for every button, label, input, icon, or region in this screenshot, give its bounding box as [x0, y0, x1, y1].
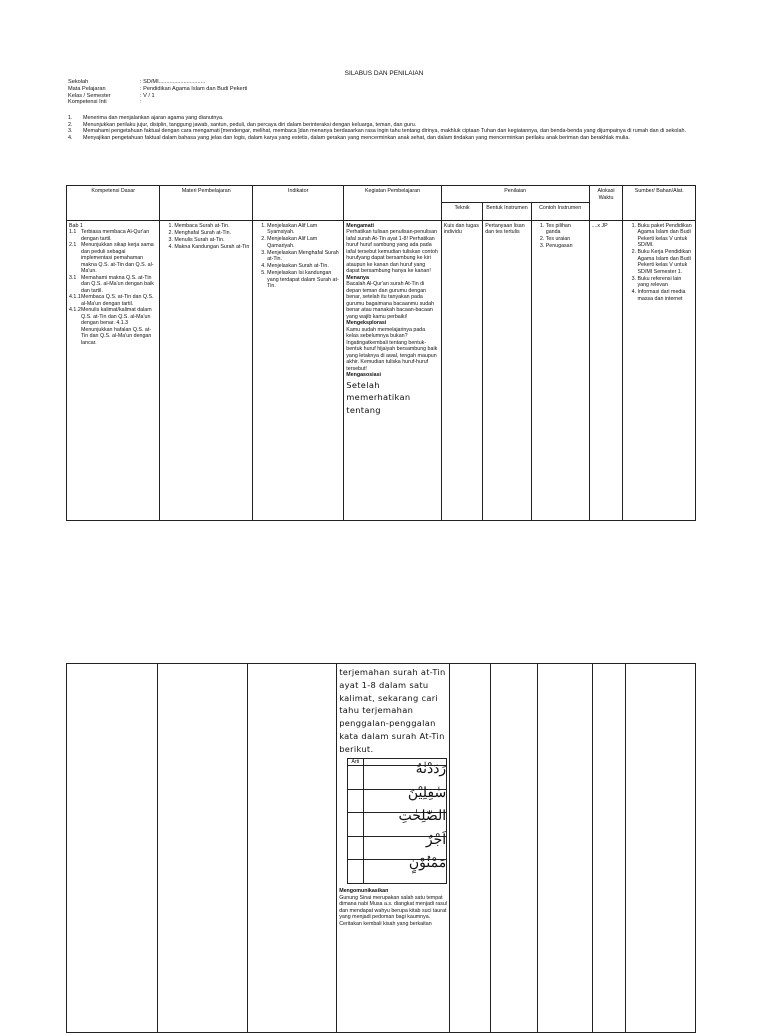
- identity-value: : SD/MI..............................: [140, 79, 206, 85]
- ki-number: 3.: [68, 128, 73, 135]
- header-contoh: Contoh Instrumen: [531, 203, 589, 220]
- ki-item: [68, 135, 708, 142]
- cell-kegiatan: [344, 220, 442, 520]
- kd-text: Menulis kalimat/kalimat dalam Q.S. at-Tin dan Q.S. al-Ma'un dengan benar. 4.1.3 Menunjukkan hafalan Q.S. at-Tin dan Q.S. al-Ma'un dengan lancar.: [81, 307, 152, 346]
- activity-heading: Mengeksplorasi: [346, 320, 387, 327]
- kd-number: 3.1: [69, 274, 77, 281]
- list-item: 4. Makna Kandungan Surah at-Tin: [174, 244, 250, 251]
- cell-bentuk: Pertanyaan lisan dan tes tertulis: [483, 220, 532, 520]
- activity-text: Gunung Sinai merupakan salah satu tempat dimana nabi Musa a.s. diangkat menjadi rasul dan mendapat wahyu berupa kitab suci taurat yang menjadi pedoman bagi kaumnya. Ceritakan kembali kisah yang berkaitan: [339, 894, 447, 927]
- kd-number: 4.1.2: [69, 307, 81, 314]
- identity-key: Kelas / Semester: [68, 92, 111, 99]
- list-item: 4. Informasi dari media massa dan internet: [637, 289, 693, 302]
- list-item: 2. Menjelaskan Alif Lam Qamariyah.: [267, 236, 341, 249]
- cell-materi: [160, 220, 253, 520]
- list-item: 1. Buku paket Pendidikan Agama Islam dan Budi Pekerti kelas V untuk SD/MI.: [637, 223, 693, 249]
- cell-contoh: [537, 664, 592, 1033]
- kd-item: [69, 307, 157, 346]
- cell-indikator: [253, 220, 344, 520]
- identity-key: Mata Pelajaran: [68, 85, 106, 92]
- activity-heading: Menanya: [346, 274, 369, 281]
- activity-heading: Mengasosiasi: [346, 372, 382, 379]
- header-bentuk: Bentuk Instrumen: [483, 203, 532, 220]
- list-item: 3. Menulis Surah at-Tin.: [174, 237, 250, 244]
- kd-chapter: Bab 1: [69, 222, 83, 229]
- header-materi: Materi Pembelajaran: [160, 186, 253, 221]
- list-item: 1. Menjelaskan Alif Lam Syamsiyah.: [267, 223, 341, 236]
- kd-item: [69, 294, 157, 307]
- cell-kompetensi-dasar: [67, 220, 160, 520]
- kd-item: [69, 242, 157, 275]
- activity-text: terjemahan surah at-Tin ayat 1-8 dalam satu kalimat, sekarang cari tahu terjemahan penggalan-penggalan kata dalam surah At-Tin berikut.: [339, 667, 446, 754]
- contoh-list: [534, 223, 587, 250]
- list-item: 2. Buku Kerja Pendidikan Agama Islam dan Budi Pekerti kelas V untuk SD/MI Semester 1.: [637, 249, 693, 275]
- cell-sumber: [625, 664, 695, 1033]
- identity-value: :: [140, 99, 142, 106]
- cell-indikator: [248, 664, 337, 1033]
- identity-row: [68, 93, 708, 100]
- kd-text: Memahami makna Q.S. at-Tin dan Q.S. al-Ma'un dengan baik dan tartil.: [81, 274, 154, 294]
- ki-text: Menerima dan menjalankan ajaran agama yang dianutnya.: [83, 115, 224, 121]
- ki-text: Menunjukkan perilaku jujur, disiplin, tanggung jawab, santun, peduli, dan percaya diri dalam berinteraksi dengan keluarga, teman, dan guru.: [83, 121, 417, 128]
- list-item: 1. Membaca Surah at-Tin.: [174, 223, 250, 230]
- sumber-list: [625, 223, 693, 303]
- kd-item: [69, 275, 157, 295]
- ki-number: 1.: [68, 115, 73, 121]
- translation-header: Arti: [348, 758, 363, 766]
- ki-item: [68, 122, 708, 129]
- identity-block: [68, 79, 708, 106]
- kd-text: Membaca Q.S. at-Tin dan Q.S. al-Ma'un dengan tartil.: [81, 294, 154, 307]
- table-header-row: [67, 186, 696, 203]
- arabic-word: سٰفِلِيْنَ: [363, 789, 447, 813]
- header-penilaian: Penilaian: [441, 186, 589, 203]
- cell-teknik: [450, 664, 490, 1033]
- arabic-word: رَدَدْنٰهُ: [363, 766, 447, 790]
- translation-answer-cell[interactable]: [348, 836, 363, 860]
- activity-heading: Mengomunikasikan: [339, 888, 389, 895]
- ki-number: 4.: [68, 134, 73, 141]
- header-teknik: Teknik: [441, 203, 482, 220]
- document-title: SILABUS DAN PENILAIAN: [344, 70, 424, 77]
- activity-text: Setelah memerhatikan tentang: [346, 379, 411, 416]
- arabic-word: مَمْنُوْنٍ: [363, 860, 447, 884]
- cell-contoh: [531, 220, 589, 520]
- list-item: 5. Menjelaskan Isi kandungan yang terdapat dalam Surah at-Tin.: [267, 270, 341, 290]
- header-kompetensi-dasar: Kompetensi Dasar: [67, 186, 160, 221]
- list-item: 2. Menghafal Surah at-Tin.: [174, 230, 250, 237]
- identity-value: : V / 1: [140, 92, 155, 99]
- identity-row: [68, 86, 708, 93]
- kd-item: [69, 229, 157, 242]
- list-item: 3. Buku referensi lain yang relevan: [637, 276, 693, 289]
- translation-answer-cell[interactable]: [348, 766, 363, 790]
- translation-table: [347, 758, 447, 884]
- identity-value: : Pendidikan Agama Islam dan Budi Pekerti: [140, 85, 248, 92]
- cell-kegiatan: [337, 664, 450, 1033]
- header-indikator: Indikator: [253, 186, 344, 221]
- kd-text: Terbiasa membaca Al-Qur'an dengan tartil.: [81, 229, 150, 242]
- kompetensi-inti-list: [68, 115, 708, 141]
- identity-key: Kompetensi Inti: [68, 99, 107, 106]
- ki-item: [68, 115, 708, 122]
- identity-row: [68, 79, 708, 86]
- list-item: 3. Penugasan: [546, 243, 587, 250]
- list-item: 1. Tes pilihan ganda: [546, 223, 587, 236]
- identity-row: [68, 99, 708, 106]
- list-item: 4. Menjelaskan Surah at-Tin.: [267, 263, 341, 270]
- table-row: [67, 220, 696, 520]
- arabic-word: اَجْرٌ: [363, 836, 447, 860]
- cell-alokasi: [592, 664, 625, 1033]
- kd-number: 1.1: [69, 229, 77, 236]
- syllabus-table-continued: [66, 663, 696, 1033]
- cell-bentuk: [490, 664, 537, 1033]
- translation-answer-cell[interactable]: [348, 789, 363, 813]
- cell-kompetensi-dasar: [67, 664, 158, 1033]
- materi-list: [162, 223, 250, 251]
- translation-row: [348, 860, 447, 884]
- list-item: 2. Tes uraian: [546, 236, 587, 243]
- header-alokasi: Alokasi Waktu: [589, 186, 623, 221]
- syllabus-table: [66, 185, 696, 521]
- activity-text: Perhatikan tulisan penulisan-penulisan lafal surah At-Tin ayat 1-8! Perhatikan huruf huruf sambung yang ada pada lafal tersebut kemudian tuliskan contoh hurufyang dapat bersambung ke kiri ataupun ke kanan dan huruf yang dapat bersambung hanya ke kanan!: [346, 229, 438, 275]
- table-row: [67, 664, 696, 1033]
- cell-alokasi: ....x JP: [589, 220, 623, 520]
- activity-heading: Mengamati: [346, 222, 374, 229]
- indikator-list: [255, 223, 341, 290]
- activity-text: Kamu sudah memelajarinya pada kelas sebelumnya bukan? Ingatingatkembali tentang bentuk-bentuk huruf hijaiyah bersambung baik yang letaknya di awal, tengah maupun akhir. Kemudian tuliska huruf-huruf tersebut!: [346, 326, 438, 372]
- ki-number: 2.: [68, 121, 73, 128]
- header-kegiatan: Kegiatan Pembelajaran: [344, 186, 442, 221]
- cell-materi: [157, 664, 248, 1033]
- header-sumber: Sumber/ Bahan/Alat.: [623, 186, 696, 221]
- ki-text: Memahami pengetahuan faktual dengan cara mengamati [mendengar, melihat, membaca ]dan menanya berdasarkan rasa ingin tahu tentang dirinya, makhluk ciptaan Tuhan dan kegiatannya, dan benda-benda yang dijumpainya di rumah dan di sekolah.: [83, 128, 686, 135]
- kd-text: Menunjukkan sikap kerja sama dan peduli sebagai implementasi pemahaman makna Q.S. at-Tin dan Q.S. al-Ma'un.: [81, 242, 154, 275]
- ki-item: [68, 128, 708, 135]
- arabic-word: الصّٰلِحٰتِ: [363, 813, 447, 837]
- list-item: 3. Menjelaskan Menghafal Surah at-Tin.: [267, 250, 341, 263]
- ki-text: Menyajikan pengetahuan faktual dalam bahasa yang jelas dan logis, dalam karya yang estetis, dalam gerakan yang mencerminkan anak sehat, dan dalam tindakan yang mencerminkan perilaku anak beriman dan berakhlak mulia.: [83, 134, 630, 141]
- translation-answer-cell[interactable]: [348, 860, 363, 884]
- kd-number: 4.1.1: [69, 294, 81, 301]
- identity-key: Sekolah: [68, 79, 89, 85]
- cell-sumber: [623, 220, 696, 520]
- translation-answer-cell[interactable]: [348, 813, 363, 837]
- activity-text: Bacalah Al-Qur'an surah At-Tin di depan teman dan gurumu dengan benar, setelah itu tanyakan pada gurumu bagaimana bacaanmu sudah benar atau manakah bacaan-bacaan yang wajib kamu perbaiki!: [346, 281, 435, 320]
- kd-number: 2.1: [69, 242, 77, 249]
- cell-teknik: Kuis dan tugas individu: [441, 220, 482, 520]
